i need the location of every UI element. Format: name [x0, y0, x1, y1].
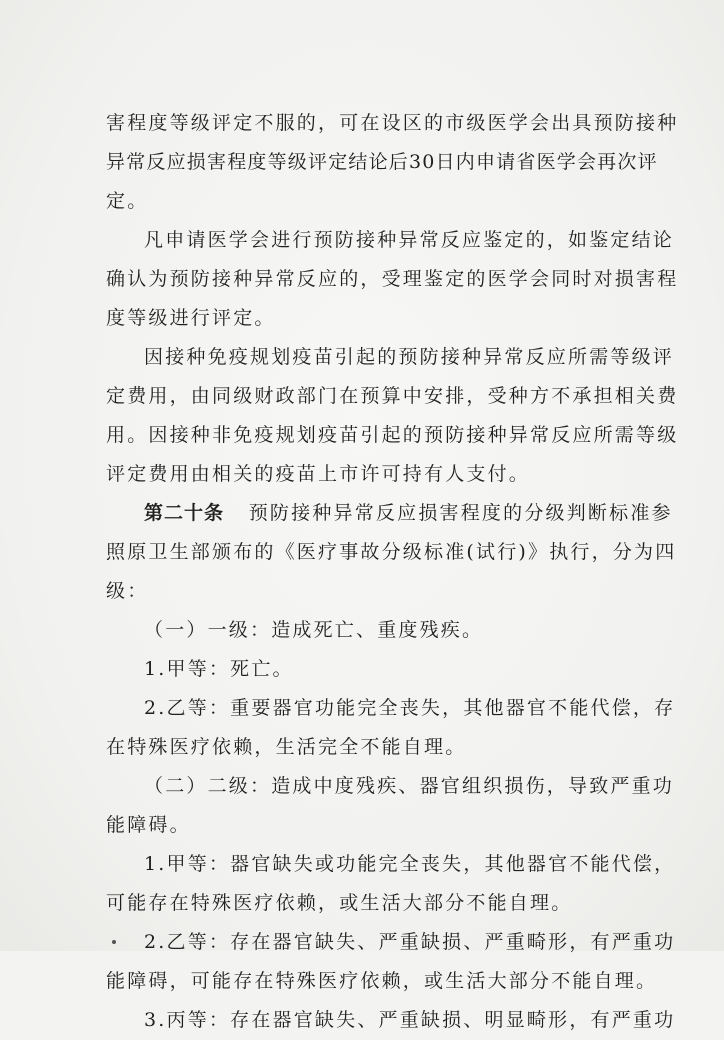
text-line: 能障碍，可能存在特殊医疗依赖，或生活大部分不能自理。 [106, 970, 658, 992]
scan-mark [112, 940, 116, 944]
text-line: 度等级进行评定。 [106, 307, 276, 329]
text-line: 害程度等级评定不服的，可在设区的市级医学会出具预防接种 [106, 112, 679, 134]
grade-item: 2.乙等：存在器官缺失、严重缺损、严重畸形，有严重功 [144, 931, 676, 953]
article-heading: 第二十条 [144, 502, 225, 524]
grade-heading: （二）二级：造成中度残疾、器官组织损伤，导致严重功 [144, 775, 675, 797]
paragraph-start: 凡申请医学会进行预防接种异常反应鉴定的，如鉴定结论 [144, 229, 675, 251]
grade-item: 3.丙等：存在器官缺失、严重缺损、明显畸形，有严重功 [144, 1009, 676, 1031]
text-line: 异常反应损害程度等级评定结论后30日内申请省医学会再次评 [106, 151, 658, 173]
text-line: 在特殊医疗依赖，生活完全不能自理。 [106, 736, 467, 758]
grade-item: 1.甲等：器官缺失或功能完全丧失，其他器官不能代偿， [144, 853, 676, 875]
text-line: 能障碍。 [106, 814, 191, 836]
text-line: 用。因接种非免疫规划疫苗引起的预防接种异常反应所需等级 [106, 424, 679, 446]
grade-heading: （一）一级：造成死亡、重度残疾。 [144, 619, 484, 641]
text-line: 定费用，由同级财政部门在预算中安排，受种方不承担相关费 [106, 385, 679, 407]
article-line [106, 494, 673, 533]
grade-item: 2.乙等：重要器官功能完全丧失，其他器官不能代偿，存 [144, 697, 676, 719]
document-body [106, 104, 679, 1040]
article-text: 预防接种异常反应损害程度的分级判断标准参 [248, 502, 673, 524]
text-line: 照原卫生部颁布的《医疗事故分级标准(试行)》执行，分为四 [106, 541, 677, 563]
text-line: 确认为预防接种异常反应的，受理鉴定的医学会同时对损害程 [106, 268, 679, 290]
text-line: 级： [106, 580, 149, 602]
text-line: 可能存在特殊医疗依赖，或生活大部分不能自理。 [106, 892, 573, 914]
text-line: 评定费用由相关的疫苗上市许可持有人支付。 [106, 463, 531, 485]
grade-item: 1.甲等：死亡。 [144, 658, 294, 680]
text-line: 定。 [106, 190, 149, 212]
paragraph-start: 因接种免疫规划疫苗引起的预防接种异常反应所需等级评 [144, 346, 675, 368]
